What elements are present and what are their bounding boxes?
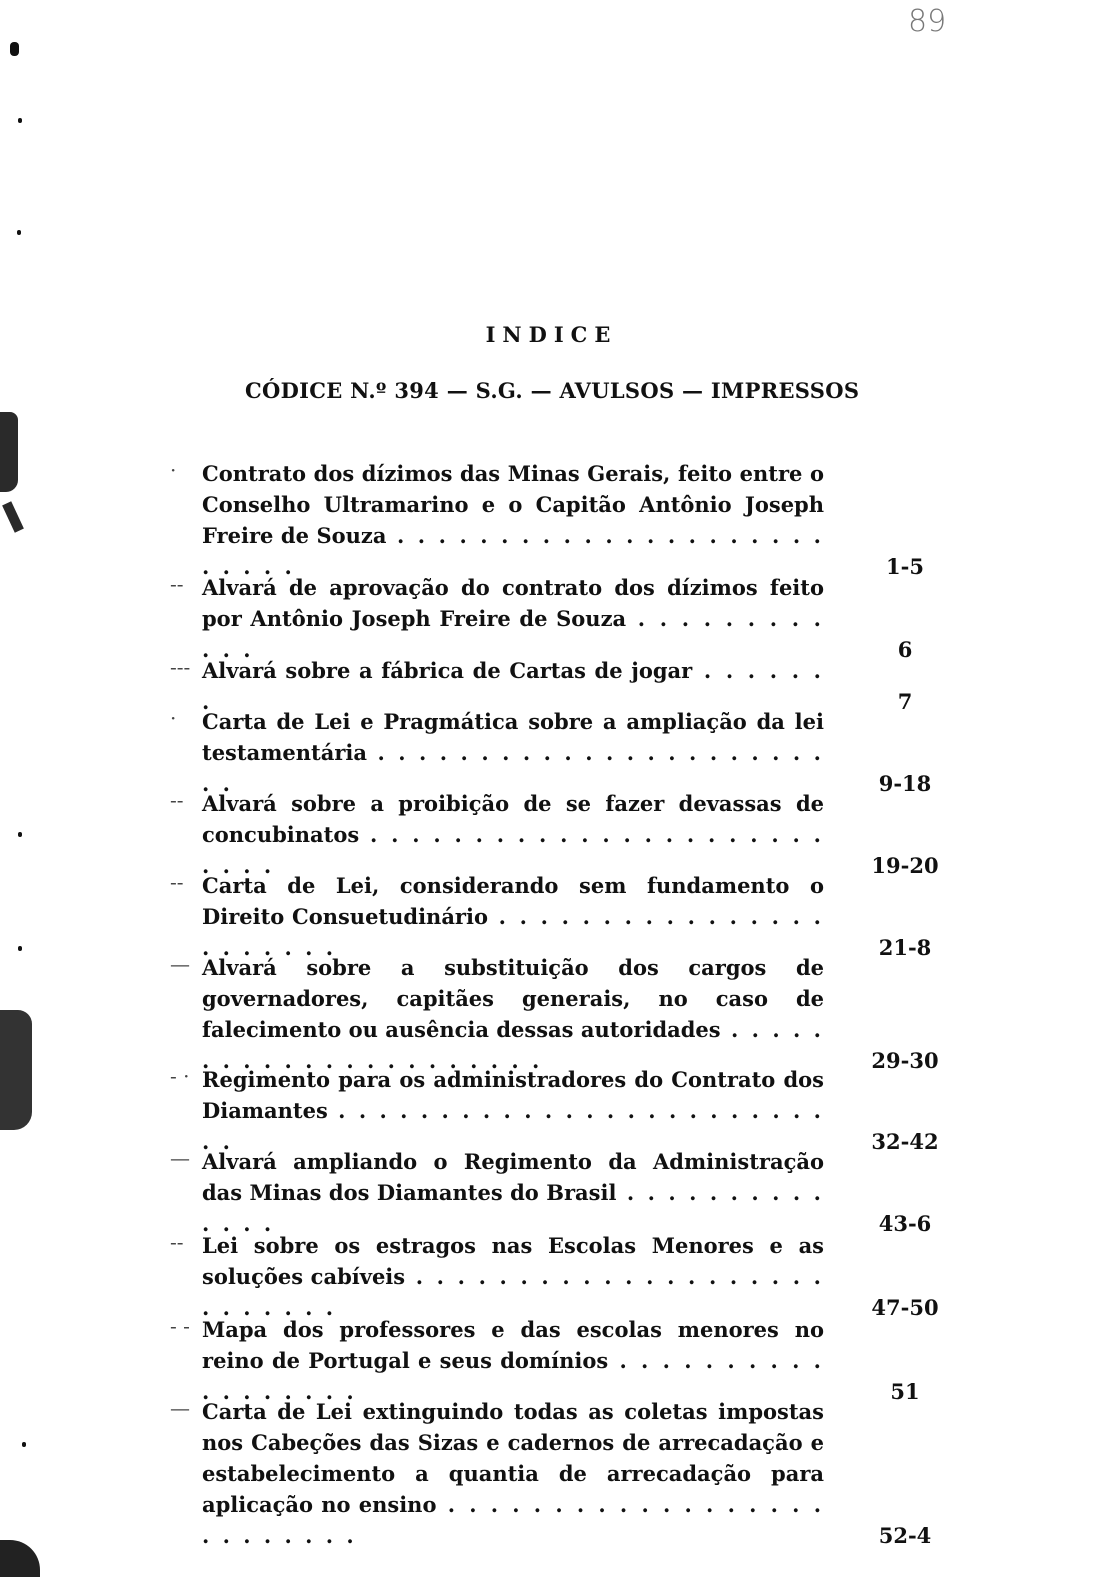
entry-text: Alvará sobre a substituição dos cargos de governadores, capitães generais, no caso de falecimento ou ausência dessas autoridades [202,955,824,1042]
index-entry [170,788,950,881]
entry-text: Alvará sobre a proibição de se fazer devassas de concubinatos [202,791,824,847]
entry-text: Alvará de aprovação do contrato dos dízimos feito por Antônio Joseph Freire de Souza [202,575,824,631]
index-entry [170,572,950,665]
entry-dash: -- [170,1230,184,1254]
entry-page: 52-4 [878,1523,932,1548]
entry-text: Lei sobre os estragos nas Escolas Menores e as soluções cabíveis [202,1233,824,1289]
index-entry [170,870,950,963]
dot-leader: . . . . . . . . . . . . . . . . . . . . . . . . . . . [202,1264,824,1320]
dot-leader: . . . . . . . . . . . . . . . . . . . . . . . . . . [202,1098,824,1154]
entry-page: 43-6 [878,1211,932,1236]
entry-page: 32-42 [871,1129,939,1154]
entry-dash: - · [170,1064,190,1088]
index-entry [170,1146,950,1239]
index-entry [170,1396,950,1551]
entry-page: 19-20 [871,853,939,878]
entry-page: 7 [897,689,913,714]
index-entry [170,1064,950,1157]
entry-dash: -- [170,870,184,894]
entry-text: Alvará ampliando o Regimento da Administração das Minas dos Diamantes do Brasil [202,1149,824,1205]
entry-text: Regimento para os administradores do Contrato dos Diamantes [202,1067,824,1123]
entry-text: Carta de Lei extinguindo todas as coletas impostas nos Cabeções das Sizas e cadernos de arrecadação e estabelecimento a quantia de arrecadação para aplicação no ensino [202,1399,824,1517]
entry-page: 21-8 [878,935,932,960]
entry-text: Carta de Lei, considerando sem fundamento o Direito Consuetudinário [202,873,824,929]
entry-dash: -- [170,788,184,812]
dot-leader: . . . . . . . . . . . . . . . . . . . . . . . . . . [202,523,824,579]
dot-leader: . . . . . . . . . . . . . . . . . . . . . . [202,1017,824,1073]
index-entry [170,952,950,1076]
scan-speck [17,230,21,235]
index-entry [170,1314,950,1407]
entry-dash: · [170,458,177,482]
entry-dash: - - [170,1314,190,1338]
codex-subtitle: CÓDICE N.º 394 — S.G. — AVULSOS — IMPRESSOS [245,378,860,403]
entry-text: Mapa dos professores e das escolas menores no reino de Portugal e seus domínios [202,1317,824,1373]
dot-leader: . . . . . . . . . . . . . . [202,1180,824,1236]
scan-edge-scrap [2,501,24,532]
entry-page: 1-5 [886,554,924,579]
entry-text: Carta de Lei e Pragmática sobre a ampliação da lei testamentária [202,709,824,765]
dot-leader: . . . . . . . . . . . . . . . . . . . . . . . . . . [202,822,824,878]
scan-speck [22,1442,26,1447]
dot-leader: . . . . . . . . . . . . . . . . . . [202,1348,824,1404]
entry-dash: · [170,706,177,730]
index-entry [170,1230,950,1323]
page-number: 89 [908,4,947,39]
entry-dash: — [170,1396,190,1420]
entry-dash: — [170,1146,190,1170]
entry-page: 6 [897,637,913,662]
entry-page: 29-30 [871,1048,939,1073]
dot-leader: . . . . . . . . . . . . . . . . . . . . . . . [202,904,824,960]
entry-page: 47-50 [871,1295,939,1320]
dot-leader: . . . . . . . . . . . . [202,606,824,662]
scan-edge-scrap [0,1540,40,1577]
index-title: INDICE [485,322,618,347]
entry-text: Alvará sobre a fábrica de Cartas de jogar [202,658,693,683]
dot-leader: . . . . . . . . . . . . . . . . . . . . . . . . [202,740,824,796]
dot-leader: . . . . . . . [202,658,824,714]
entry-dash: -- [170,572,184,596]
scan-edge-scrap [0,412,18,492]
scan-speck [18,946,22,951]
index-entry [170,706,950,799]
entry-dash: --- [170,655,191,679]
index-entry [170,458,950,582]
dot-leader: . . . . . . . . . . . . . . . . . . . . . . . . . . [202,1492,825,1548]
scan-edge-scrap [0,1010,32,1130]
scan-speck [18,118,22,123]
entry-page: 51 [890,1379,920,1404]
scan-speck [18,832,22,837]
scan-speck [10,42,19,56]
entry-dash: — [170,952,190,976]
entry-page: 9-18 [878,771,932,796]
entry-text: Contrato dos dízimos das Minas Gerais, feito entre o Conselho Ultramarino e o Capitão Antônio Joseph Freire de Souza [202,461,824,548]
